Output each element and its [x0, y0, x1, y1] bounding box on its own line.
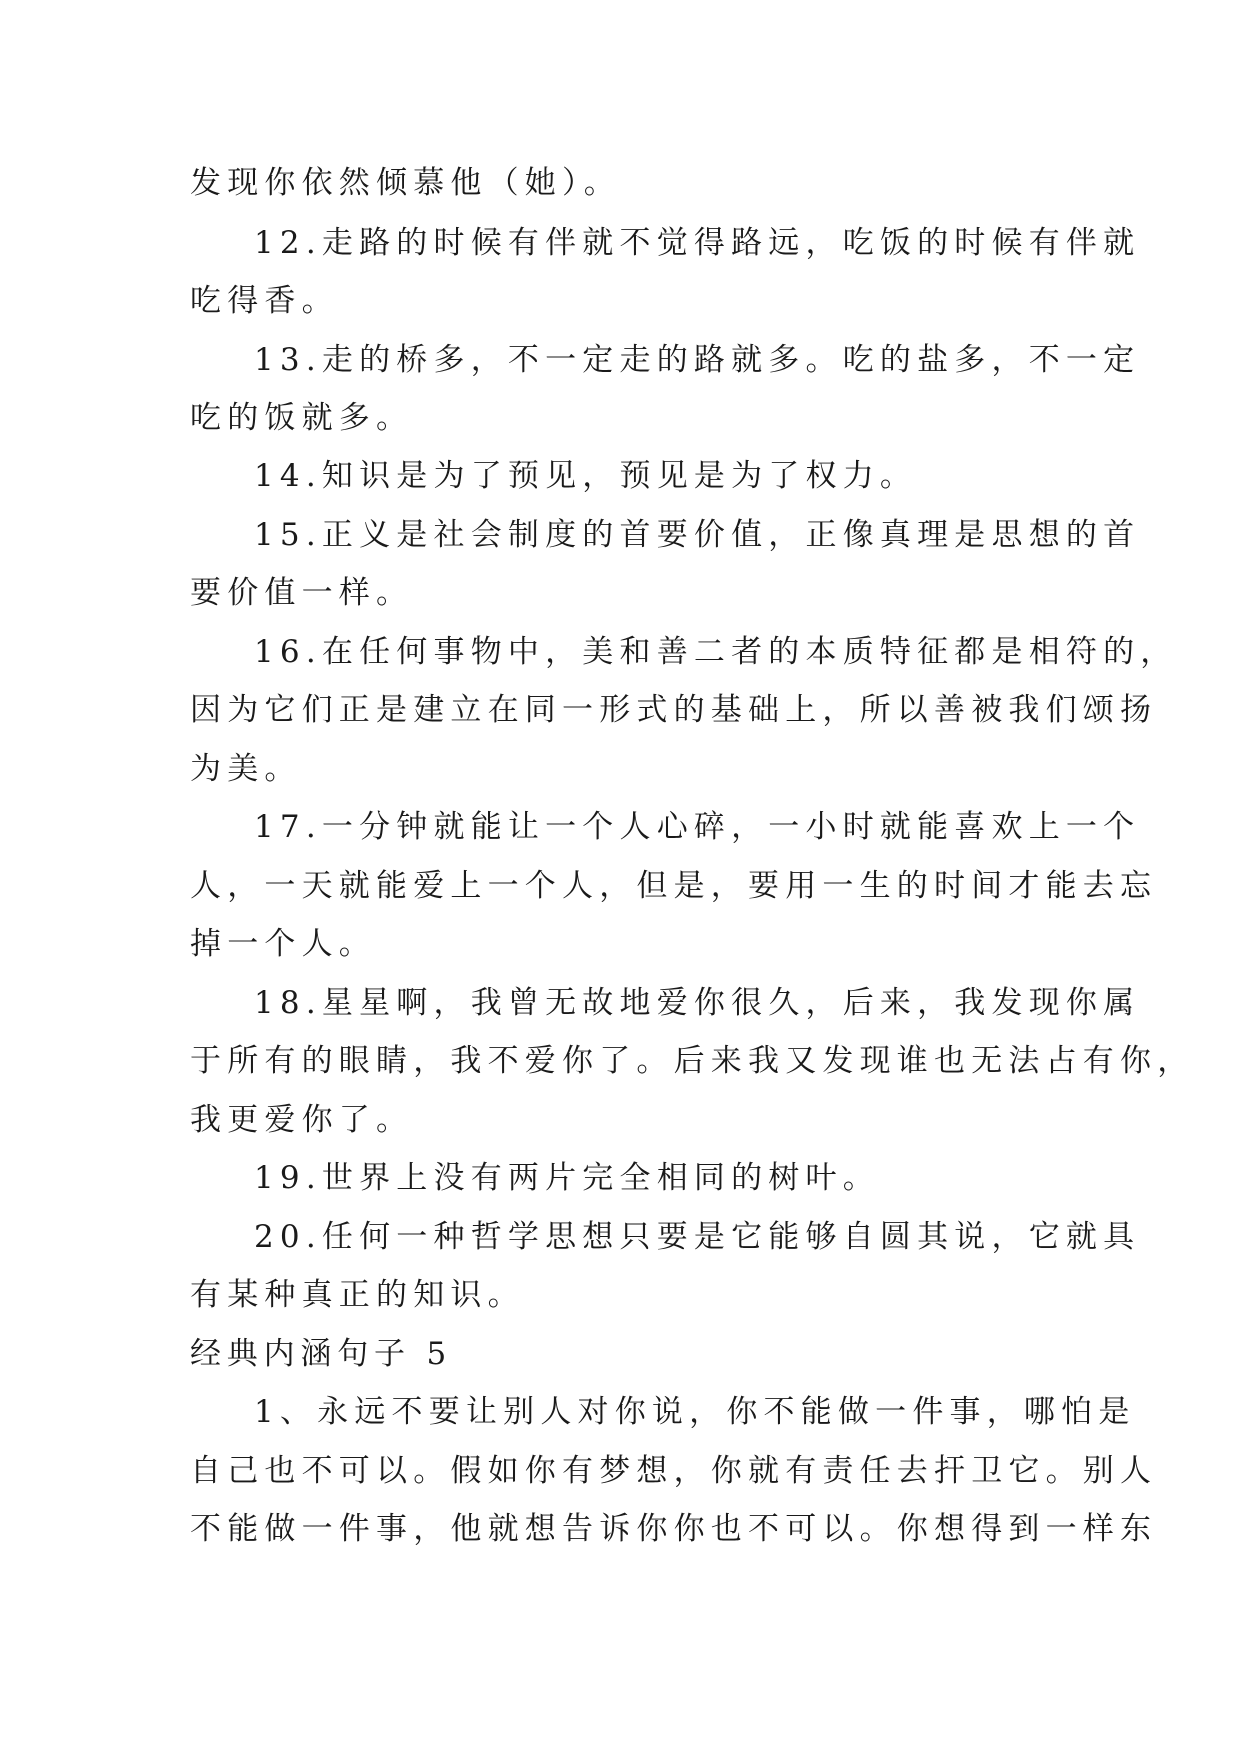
paragraph-line: 吃的饭就多。 [190, 400, 414, 436]
paragraph-line: 我更爱你了。 [190, 1102, 414, 1138]
paragraph-line: 12.走路的时候有伴就不觉得路远，吃饭的时候有伴就 [254, 225, 1141, 261]
paragraph-line: 19.世界上没有两片完全相同的树叶。 [254, 1160, 880, 1196]
section-heading: 经典内涵句子 5 [190, 1336, 452, 1372]
paragraph-line: 1、永远不要让别人对你说，你不能做一件事，哪怕是 [254, 1394, 1136, 1430]
paragraph-line: 吃得香。 [190, 283, 339, 319]
paragraph-line: 于所有的眼睛，我不爱你了。后来我又发现谁也无法占有你， [190, 1043, 1195, 1079]
paragraph-line: 自己也不可以。假如你有梦想，你就有责任去扞卫它。别人 [190, 1453, 1158, 1489]
paragraph-line: 13.走的桥多，不一定走的路就多。吃的盐多，不一定 [254, 342, 1141, 378]
paragraph-line: 要价值一样。 [190, 575, 414, 611]
paragraph-line: 14.知识是为了预见，预见是为了权力。 [254, 458, 918, 494]
paragraph-line: 16.在任何事物中，美和善二者的本质特征都是相符的， [254, 634, 1178, 670]
paragraph-line: 不能做一件事，他就想告诉你你也不可以。你想得到一样东 [190, 1511, 1158, 1547]
paragraph-line: 为美。 [190, 751, 302, 787]
paragraph-line: 人，一天就能爱上一个人，但是，要用一生的时间才能去忘 [190, 868, 1158, 904]
paragraph-line: 有某种真正的知识。 [190, 1277, 525, 1313]
paragraph-line: 15.正义是社会制度的首要价值，正像真理是思想的首 [254, 517, 1141, 553]
paragraph-line: 20.任何一种哲学思想只要是它能够自圆其说，它就具 [254, 1219, 1141, 1255]
paragraph-line: 因为它们正是建立在同一形式的基础上，所以善被我们颂扬 [190, 692, 1158, 728]
paragraph-line: 掉一个人。 [190, 926, 376, 962]
paragraph-line: 17.一分钟就能让一个人心碎，一小时就能喜欢上一个 [254, 809, 1141, 845]
paragraph-line: 发现你依然倾慕他（她）。 [190, 165, 621, 201]
paragraph-line: 18.星星啊，我曾无故地爱你很久，后来，我发现你属 [254, 985, 1141, 1021]
